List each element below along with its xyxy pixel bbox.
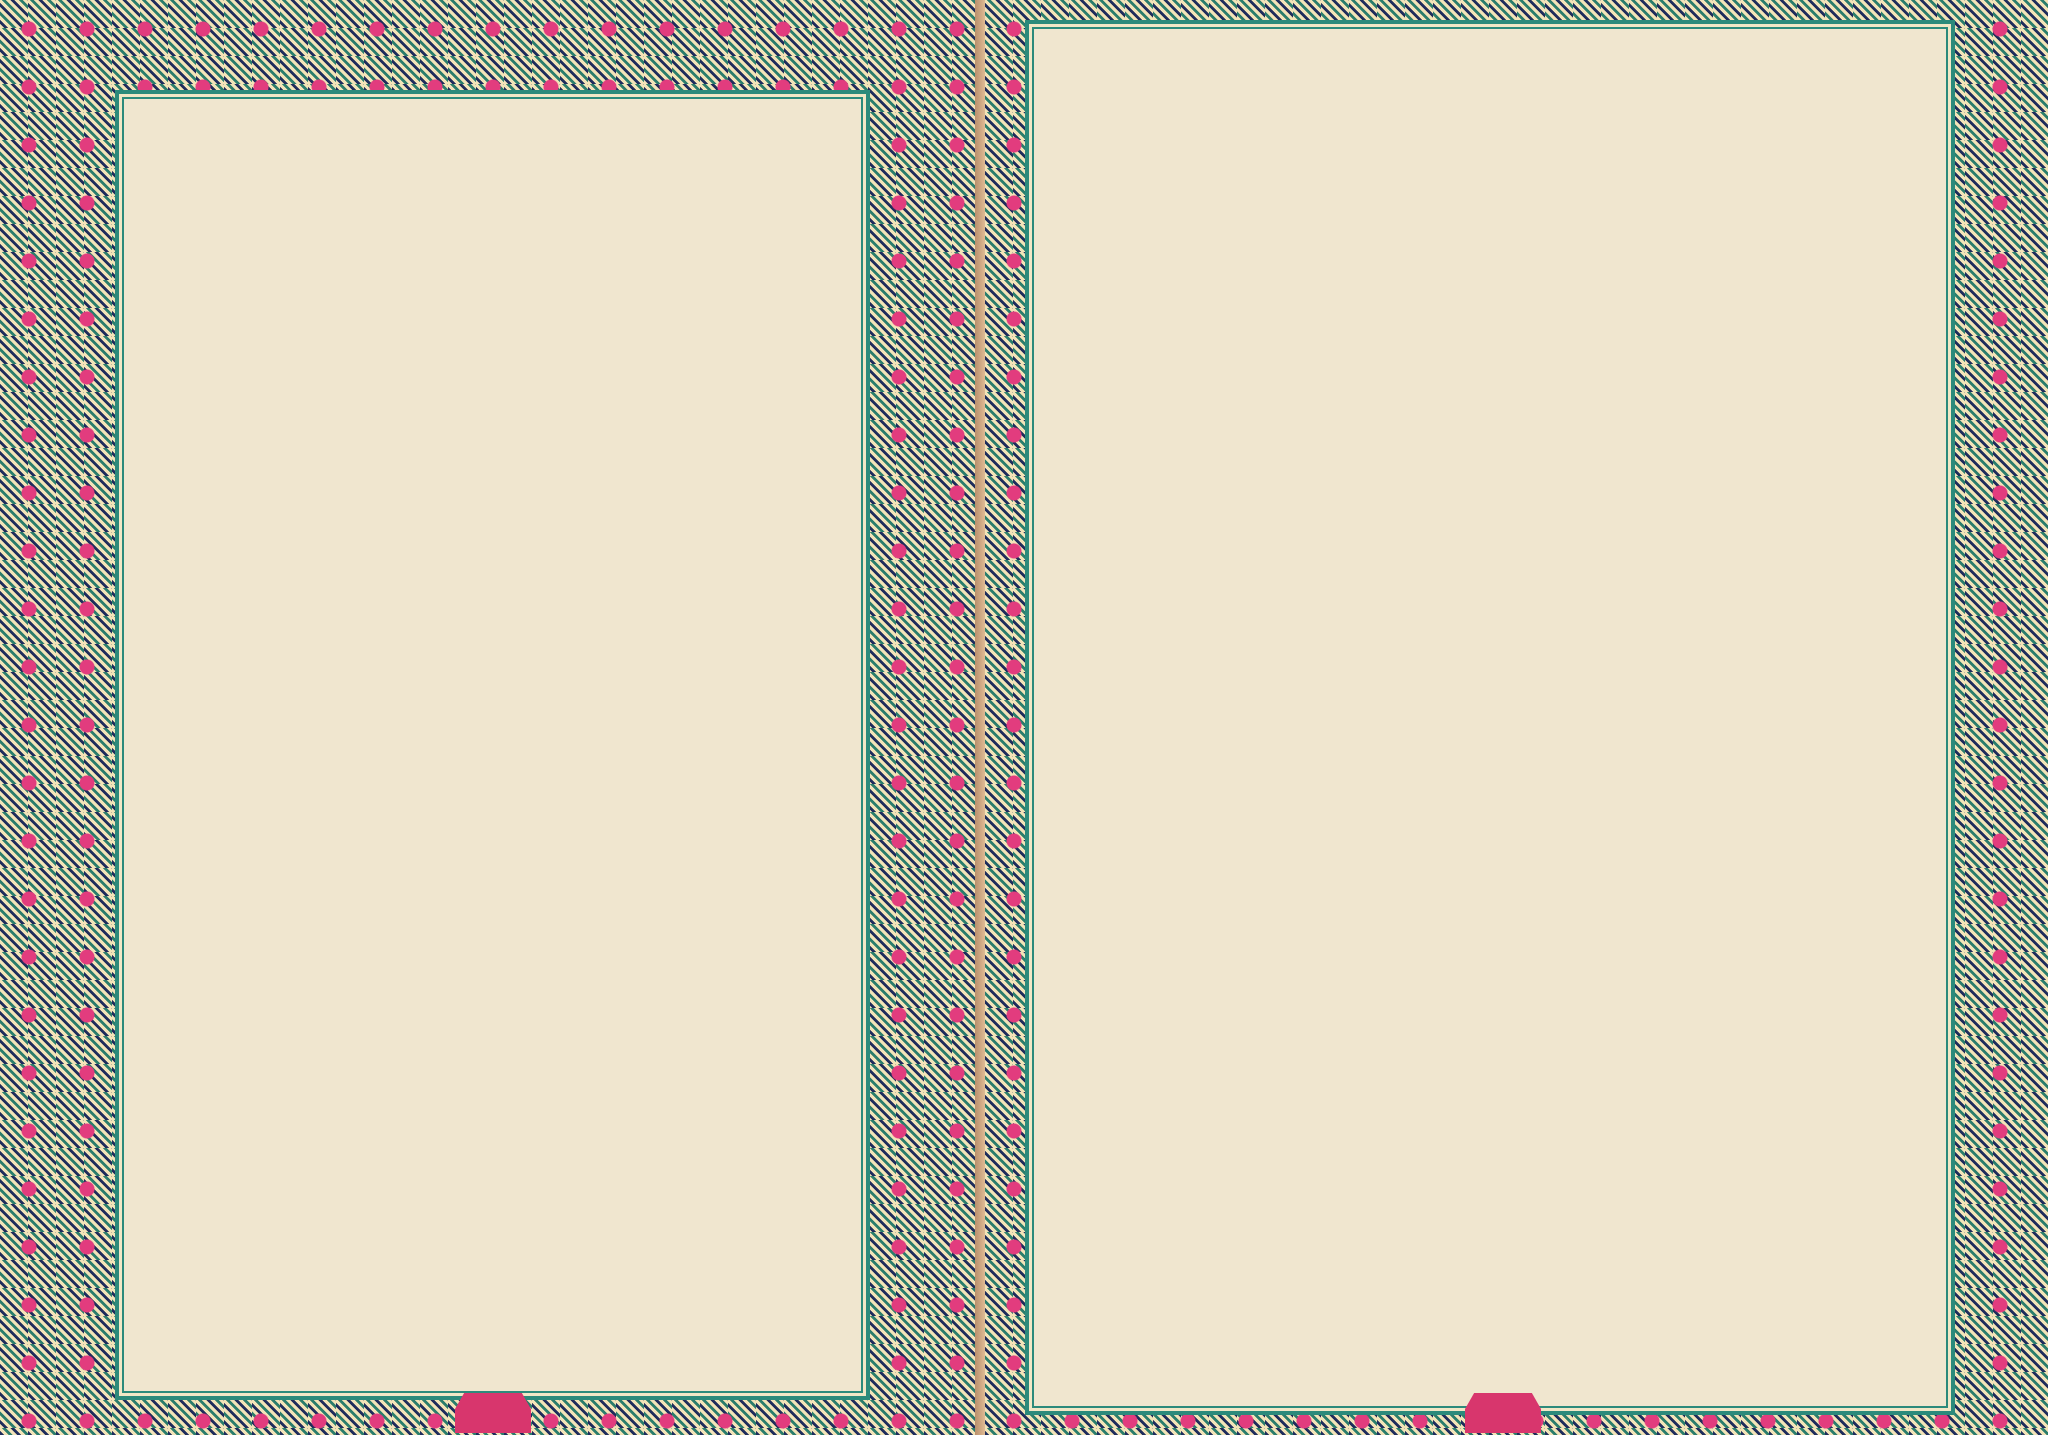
toc-panel: [124, 99, 861, 1391]
left-page: [0, 0, 990, 1435]
right-page: [985, 0, 2048, 1435]
page-number: [1465, 1393, 1541, 1433]
inner-frame: [115, 90, 870, 1400]
page-number: [455, 1393, 531, 1433]
toc-panel: [1034, 29, 1946, 1406]
inner-frame: [1025, 20, 1955, 1415]
